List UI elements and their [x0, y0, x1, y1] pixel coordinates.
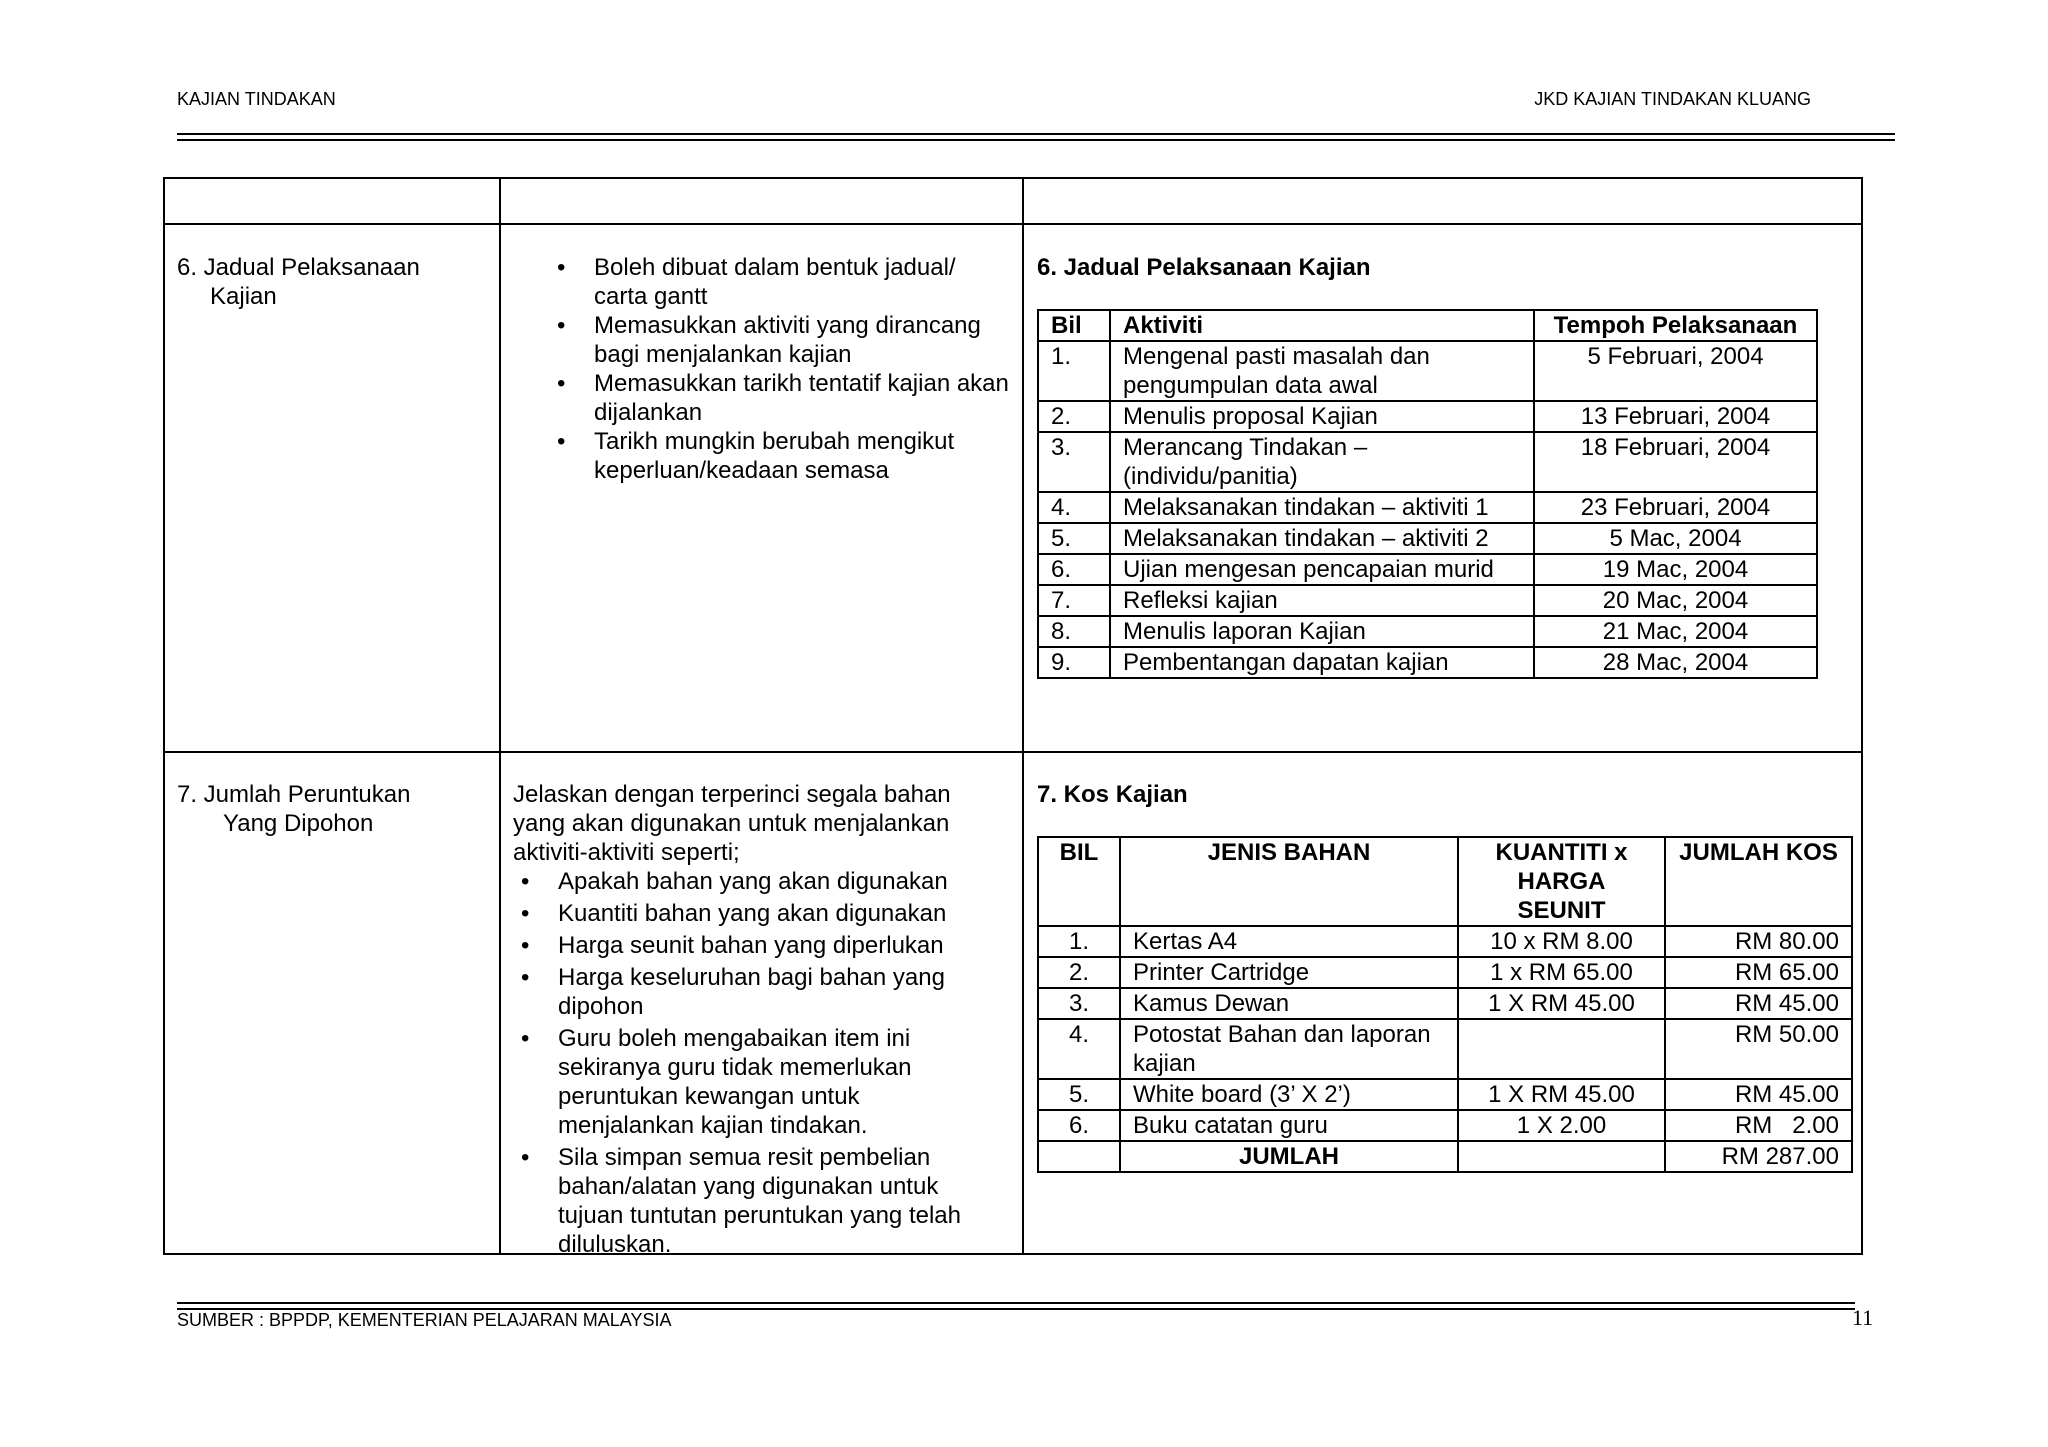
table-cell: 4.: [1038, 492, 1110, 523]
row-divider-2: [165, 751, 1861, 753]
row7-label-line1: 7. Jumlah Peruntukan: [177, 781, 411, 808]
column-header: JUMLAH KOS: [1665, 837, 1852, 926]
total-value: RM 287.00: [1665, 1141, 1852, 1172]
table-cell: Menulis laporan Kajian: [1110, 616, 1534, 647]
table-header-row: [1038, 837, 1852, 926]
table-cell: 1 X RM 45.00: [1458, 988, 1665, 1019]
table-row: [1038, 1110, 1852, 1141]
list-item: • Boleh dibuat dalam bentuk jadual/ carta gantt: [549, 253, 1009, 311]
table-cell: RM 80.00: [1665, 926, 1852, 957]
schedule-table: [1037, 309, 1818, 679]
list-item: • Guru boleh mengabaikan item ini sekiranya guru tidak memerlukan peruntukan kewangan untuk menjalankan kajian tindakan.: [513, 1024, 973, 1140]
table-cell: 5.: [1038, 1079, 1120, 1110]
row7-bullet-list: [513, 867, 973, 1259]
table-cell: RM 50.00: [1665, 1019, 1852, 1079]
table-cell: Potostat Bahan dan laporan kajian: [1120, 1019, 1458, 1079]
table-cell: 1.: [1038, 341, 1110, 401]
table-cell: 21 Mac, 2004: [1534, 616, 1817, 647]
table-row: [1038, 523, 1817, 554]
column-header: BIL: [1038, 837, 1120, 926]
table-cell: RM 45.00: [1665, 988, 1852, 1019]
table-header-row: [1038, 310, 1817, 341]
cost-table: [1037, 836, 1853, 1173]
table-cell: Merancang Tindakan – (individu/panitia): [1110, 432, 1534, 492]
table-cell: Ujian mengesan pencapaian murid: [1110, 554, 1534, 585]
table-row: [1038, 926, 1852, 957]
row7-label: [177, 780, 487, 838]
table-cell: 5.: [1038, 523, 1110, 554]
table-cell: Melaksanakan tindakan – aktiviti 1: [1110, 492, 1534, 523]
row7-guidance: [513, 780, 973, 1262]
table-row: [1038, 432, 1817, 492]
table-row: [1038, 616, 1817, 647]
table-cell: 5 Mac, 2004: [1534, 523, 1817, 554]
column-divider-1: [499, 179, 501, 1253]
row6-guidance: [549, 253, 1009, 485]
table-row: [1038, 341, 1817, 401]
table-cell: 3.: [1038, 988, 1120, 1019]
list-item: • Memasukkan aktiviti yang dirancang bagi menjalankan kajian: [549, 311, 1009, 369]
table-row: [1038, 554, 1817, 585]
table-cell: 19 Mac, 2004: [1534, 554, 1817, 585]
table-cell: [1458, 1141, 1665, 1172]
table-cell: Pembentangan dapatan kajian: [1110, 647, 1534, 678]
table-row: [1038, 401, 1817, 432]
table-cell: 1 x RM 65.00: [1458, 957, 1665, 988]
table-row: [1038, 1079, 1852, 1110]
row7-label-line2: Yang Dipohon: [223, 810, 374, 837]
table-cell: 6.: [1038, 1110, 1120, 1141]
footer-rule: [177, 1302, 1855, 1304]
column-divider-2: [1022, 179, 1024, 1253]
column-header: JENIS BAHAN: [1120, 837, 1458, 926]
list-item: • Apakah bahan yang akan digunakan: [513, 867, 973, 896]
table-cell: 20 Mac, 2004: [1534, 585, 1817, 616]
table-cell: Refleksi kajian: [1110, 585, 1534, 616]
row6-example: [1037, 253, 1857, 679]
column-header: Tempoh Pelaksanaan: [1534, 310, 1817, 341]
row7-intro: Jelaskan dengan terperinci segala bahan yang akan digunakan untuk menjalankan aktiviti-aktiviti seperti;: [513, 781, 951, 866]
table-cell: Mengenal pasti masalah dan pengumpulan data awal: [1110, 341, 1534, 401]
table-row: [1038, 647, 1817, 678]
table-cell: 1 X RM 45.00: [1458, 1079, 1665, 1110]
row6-label: [177, 253, 477, 311]
table-row: [1038, 957, 1852, 988]
header-left: KAJIAN TINDAKAN: [177, 89, 336, 109]
column-header: Bil: [1038, 310, 1110, 341]
table-cell: 28 Mac, 2004: [1534, 647, 1817, 678]
table-total-row: [1038, 1141, 1852, 1172]
page-number: 11: [1852, 1305, 1874, 1330]
row6-label-line1: 6. Jadual Pelaksanaan: [177, 254, 420, 281]
row7-heading: 7. Kos Kajian: [1037, 781, 1188, 808]
table-row: [1038, 988, 1852, 1019]
table-cell: 7.: [1038, 585, 1110, 616]
row6-heading: 6. Jadual Pelaksanaan Kajian: [1037, 254, 1371, 281]
table-cell: 2.: [1038, 401, 1110, 432]
table-cell: [1038, 1141, 1120, 1172]
table-row: [1038, 585, 1817, 616]
list-item: • Harga seunit bahan yang diperlukan: [513, 931, 973, 960]
table-cell: 1.: [1038, 926, 1120, 957]
table-cell: 3.: [1038, 432, 1110, 492]
table-cell: 6.: [1038, 554, 1110, 585]
header-rule: [177, 133, 1895, 135]
table-cell: RM 2.00: [1665, 1110, 1852, 1141]
table-cell: 2.: [1038, 957, 1120, 988]
table-cell: 10 x RM 8.00: [1458, 926, 1665, 957]
column-header: Aktiviti: [1110, 310, 1534, 341]
column-header: KUANTITI x HARGA SEUNIT: [1458, 837, 1665, 926]
row-divider-1: [165, 223, 1861, 225]
row7-example: [1037, 780, 1857, 1173]
table-cell: [1458, 1019, 1665, 1079]
table-cell: 8.: [1038, 616, 1110, 647]
table-cell: 9.: [1038, 647, 1110, 678]
table-cell: Kamus Dewan: [1120, 988, 1458, 1019]
table-cell: RM 45.00: [1665, 1079, 1852, 1110]
row6-label-line2: Kajian: [210, 283, 277, 310]
table-row: [1038, 492, 1817, 523]
footer-source: SUMBER : BPPDP, KEMENTERIAN PELAJARAN MALAYSIA: [177, 1310, 672, 1330]
table-cell: Buku catatan guru: [1120, 1110, 1458, 1141]
header-right: JKD KAJIAN TINDAKAN KLUANG: [1534, 89, 1811, 109]
table-cell: RM 65.00: [1665, 957, 1852, 988]
proposal-table: [163, 177, 1863, 1258]
list-item: • Kuantiti bahan yang akan digunakan: [513, 899, 973, 928]
row6-bullet-list: [549, 253, 1009, 485]
table-cell: 18 Februari, 2004: [1534, 432, 1817, 492]
table-cell: Menulis proposal Kajian: [1110, 401, 1534, 432]
list-item: • Harga keseluruhan bagi bahan yang dipohon: [513, 963, 973, 1021]
list-item: • Sila simpan semua resit pembelian bahan/alatan yang digunakan untuk tujuan tuntutan peruntukan yang telah diluluskan.: [513, 1143, 973, 1259]
table-cell: 5 Februari, 2004: [1534, 341, 1817, 401]
table-cell: 13 Februari, 2004: [1534, 401, 1817, 432]
table-cell: 4.: [1038, 1019, 1120, 1079]
list-item: • Memasukkan tarikh tentatif kajian akan dijalankan: [549, 369, 1009, 427]
table-cell: 1 X 2.00: [1458, 1110, 1665, 1141]
table-row: [1038, 1019, 1852, 1079]
table-cell: 23 Februari, 2004: [1534, 492, 1817, 523]
table-cell: Melaksanakan tindakan – aktiviti 2: [1110, 523, 1534, 554]
total-label: JUMLAH: [1120, 1141, 1458, 1172]
list-item: • Tarikh mungkin berubah mengikut keperluan/keadaan semasa: [549, 427, 1009, 485]
table-cell: Printer Cartridge: [1120, 957, 1458, 988]
header-rule-2: [177, 139, 1895, 141]
table-cell: White board (3’ X 2’): [1120, 1079, 1458, 1110]
table-cell: Kertas A4: [1120, 926, 1458, 957]
